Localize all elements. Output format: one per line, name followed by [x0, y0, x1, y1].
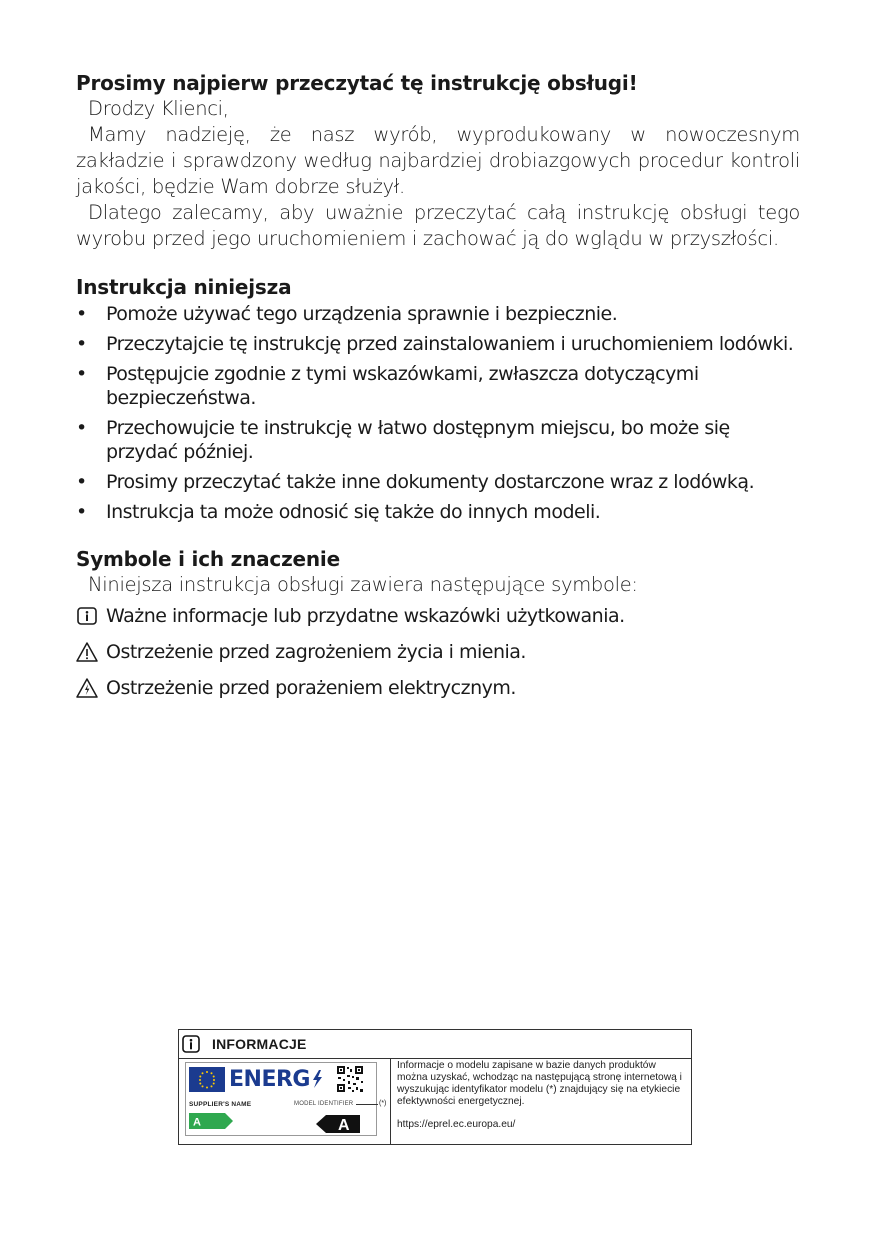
lightning-icon	[311, 1070, 323, 1088]
list-item: • Pomoże używać tego urządzenia sprawnie i bezpiecznie.	[76, 303, 618, 325]
symbol-text-warning: Ostrzeżenie przed zagrożeniem życia i mienia.	[106, 641, 526, 663]
energy-label-panel	[179, 1058, 391, 1144]
bullet-icon: •	[76, 471, 87, 493]
model-star-mark: (*)	[379, 1100, 387, 1107]
bullet-icon: •	[76, 303, 87, 325]
info-box-header	[179, 1030, 691, 1059]
model-pointer-line	[356, 1104, 378, 1105]
intro-paragraph-2: Dlatego zalecamy, aby uważnie przeczytać całą instrukcję obsługi tego wyrobu przed jego uruchomieniem i zachować ją do wglądu w przyszłości.	[76, 201, 800, 250]
info-box-text	[397, 1060, 687, 1131]
model-identifier: MODEL IDENTIFIER	[294, 1101, 354, 1107]
greeting: Drodzy Klienci,	[88, 97, 229, 120]
energy-class-arrow-green	[189, 1113, 233, 1129]
eprel-link[interactable]: https://eprel.ec.europa.eu/	[397, 1119, 516, 1130]
manual-title: Instrukcja niniejsza	[76, 275, 292, 299]
bullet-icon: •	[76, 333, 87, 355]
eu-flag-icon	[189, 1067, 225, 1092]
list-item: • Przechowujcie te instrukcję w łatwo dostępnym miejscu, bo może się przydać później.	[76, 417, 730, 463]
symbols-title: Symbole i ich znaczenie	[76, 547, 340, 571]
info-box-title: INFORMACJE	[212, 1036, 307, 1052]
bullet-icon: •	[76, 417, 87, 439]
list-item: • Prosimy przeczytać także inne dokumenty dostarczone wraz z lodówką.	[76, 471, 755, 493]
qr-code-icon	[336, 1065, 364, 1093]
energy-class-right: A	[338, 1117, 350, 1133]
info-box	[178, 1029, 692, 1145]
manual-list	[76, 302, 800, 524]
list-item: • Instrukcja ta może odnosić się także do innych modeli.	[76, 501, 601, 523]
intro-title: Prosimy najpierw przeczytać tę instrukcję obsługi!	[76, 71, 638, 95]
symbol-text-info: Ważne informacje lub przydatne wskazówki użytkowania.	[106, 605, 625, 627]
symbol-row-info	[76, 604, 800, 628]
symbols-section	[76, 546, 800, 700]
symbol-row-warning	[76, 640, 800, 664]
supplier-name: SUPPLIER'S NAME	[189, 1101, 252, 1108]
intro-paragraph-1: Mamy nadzieję, że nasz wyrób, wyprodukowany w nowoczesnym zakładzie i sprawdzony według najbardziej drobiazgowych procedur kontroli jakości, będzie Wam dobrze służył.	[76, 123, 800, 198]
energy-class-arrow-black	[316, 1115, 360, 1133]
energy-class-left: A	[193, 1116, 201, 1129]
electric-warning-icon	[76, 677, 98, 699]
page-content	[76, 70, 800, 700]
symbol-text-electric: Ostrzeżenie przed porażeniem elektrycznym.	[106, 677, 516, 699]
info-icon	[76, 605, 98, 627]
info-icon	[182, 1035, 200, 1053]
energy-brand: ENERG	[229, 1067, 310, 1092]
warning-icon	[76, 641, 98, 663]
bullet-icon: •	[76, 363, 87, 385]
symbol-row-electric	[76, 676, 800, 700]
list-item: • Postępujcie zgodnie z tymi wskazówkami, zwłaszcza dotyczącymi bezpieczeństwa.	[76, 363, 699, 409]
manual-section	[76, 274, 800, 524]
energy-label	[185, 1062, 387, 1136]
list-item: • Przeczytajcie tę instrukcję przed zainstalowaniem i uruchomieniem lodówki.	[76, 333, 794, 355]
info-box-description: Informacje o modelu zapisane w bazie danych produktów można uzyskać, wchodząc na następującą stronę internetową i wyszukując identyfikator modelu (*) znajdujący się na etykiecie efektywności energetycznej.	[397, 1060, 682, 1107]
bullet-icon: •	[76, 501, 87, 523]
symbols-intro: Niniejsza instrukcja obsługi zawiera następujące symbole:	[88, 573, 638, 596]
